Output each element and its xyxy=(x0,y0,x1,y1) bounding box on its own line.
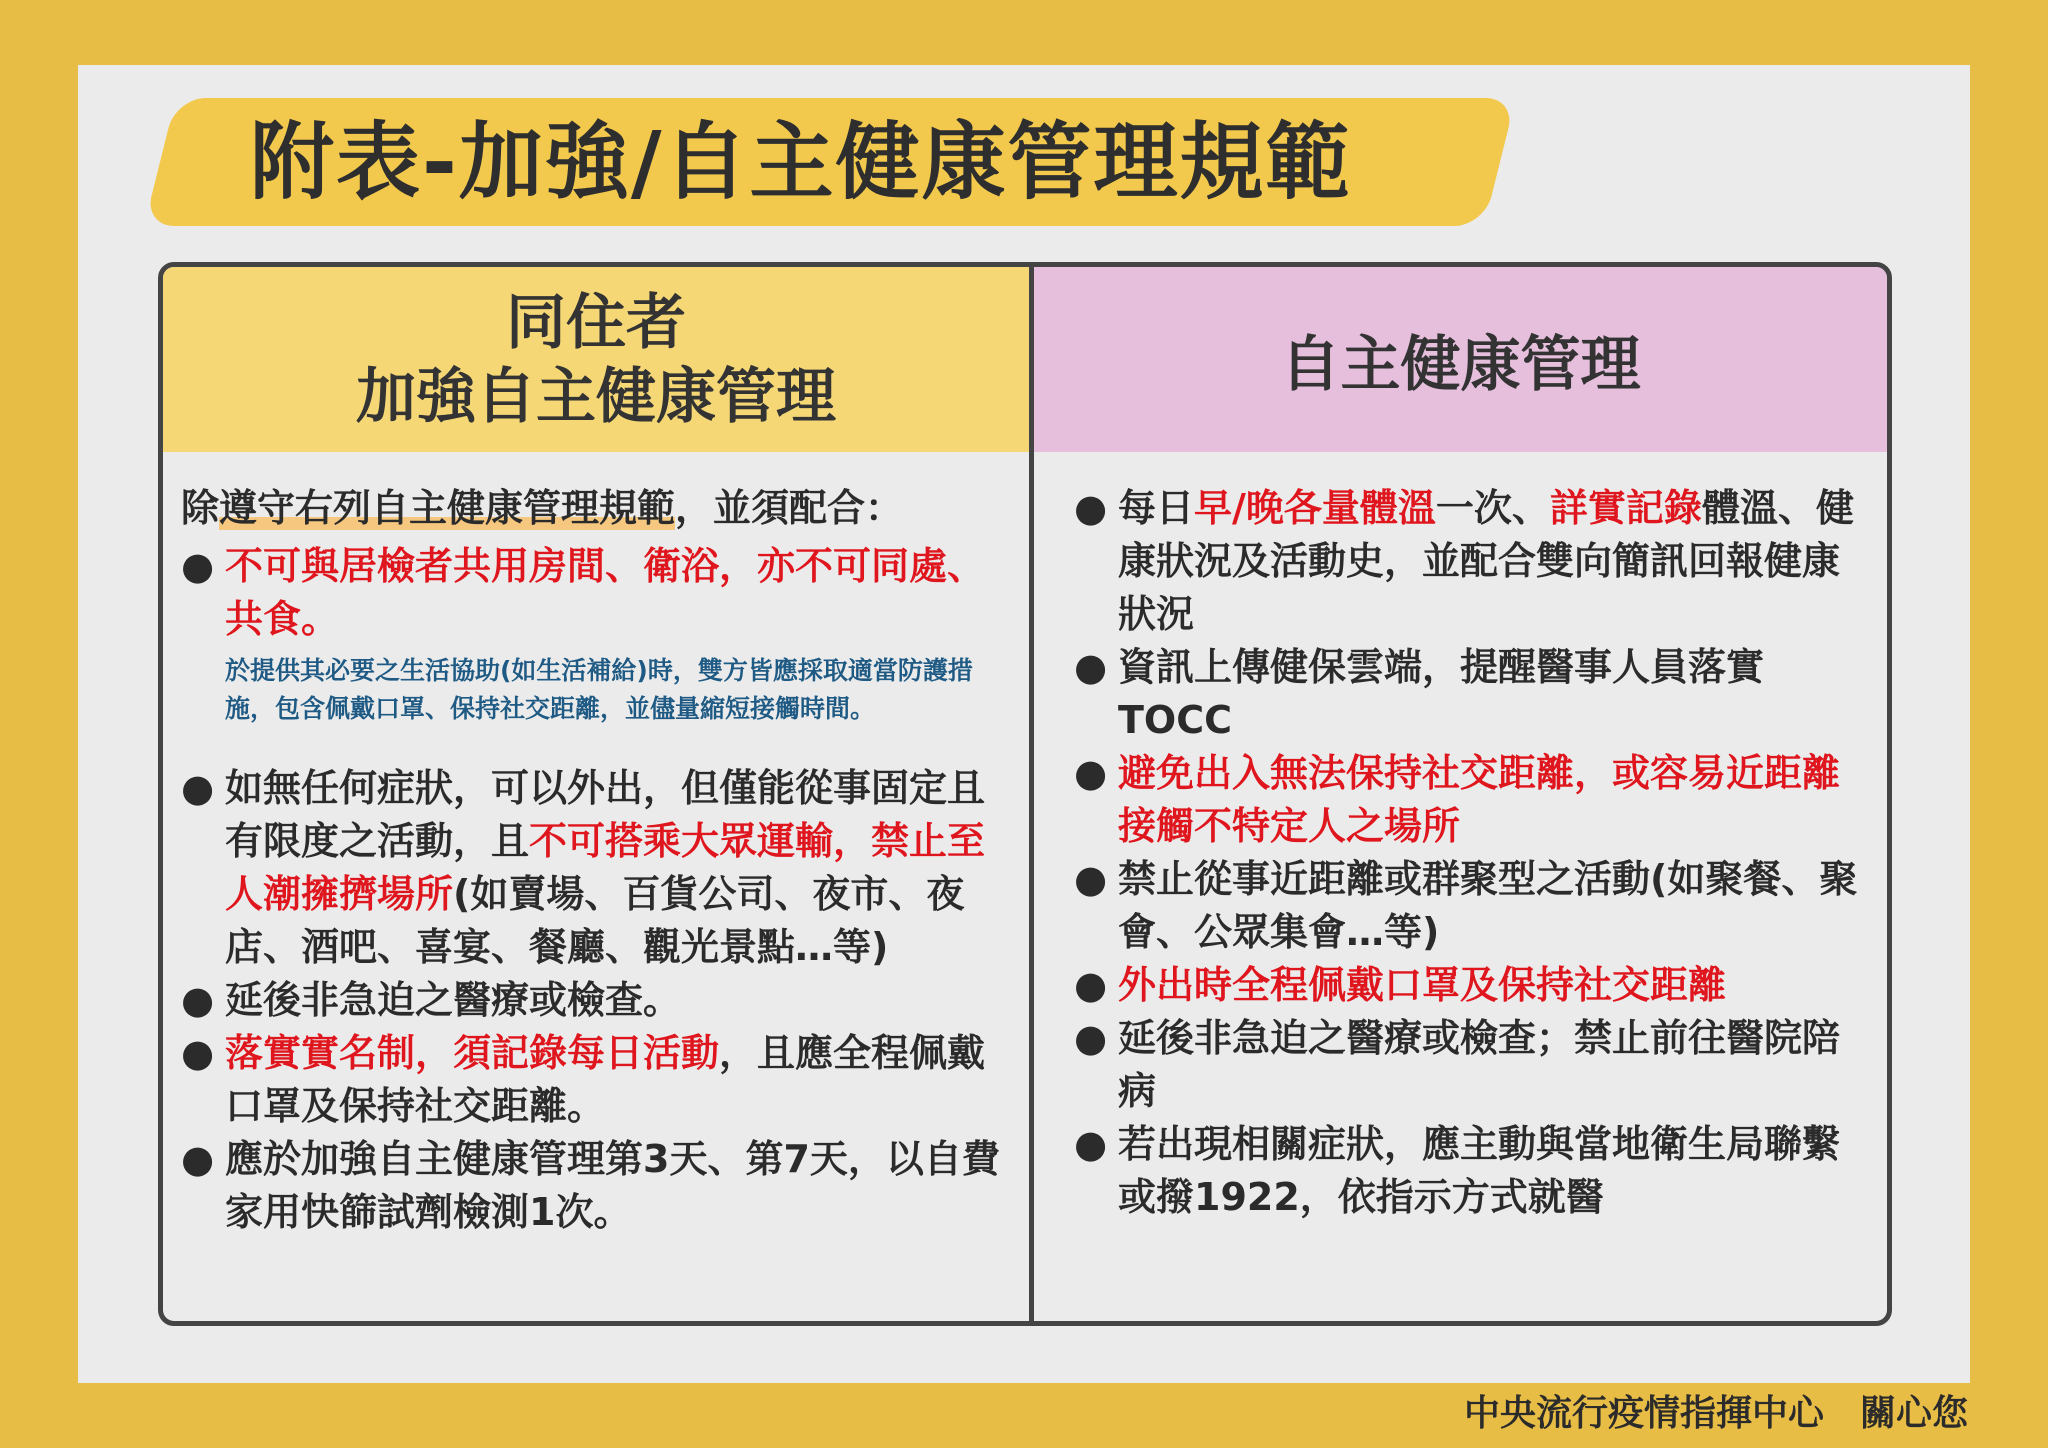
footer-credit: 中央流行疫情指揮中心 關心您 xyxy=(1463,1393,1968,1434)
self-management-header: 自主健康管理 xyxy=(1034,267,1887,452)
bullet-icon: ● xyxy=(1074,486,1108,530)
list-item xyxy=(1074,853,1867,959)
list-item xyxy=(1074,747,1867,853)
bullet-icon: ● xyxy=(181,1031,215,1075)
item-red-text: 詳實記錄 xyxy=(1549,486,1702,530)
list-item xyxy=(181,540,1019,728)
item-red-text: 早/晚各量體溫 xyxy=(1194,486,1436,530)
item-text: 資訊上傳健保雲端，提醒醫事人員落實TOCC xyxy=(1118,645,1765,742)
item-text: (如賣場、百貨公司、夜市、夜店、酒吧、喜宴、餐廳、觀光景點…等) xyxy=(225,872,965,969)
item-text: ，且應全程佩戴口罩及保持社交距離。 xyxy=(225,1031,986,1128)
bullet-icon: ● xyxy=(181,1137,215,1181)
item-text: 體溫、健康狀況及活動史，並配合雙向簡訊回報健康狀況 xyxy=(1118,486,1854,636)
list-item xyxy=(181,1027,1019,1133)
item-red-text: 不可搭乘大眾運輸，禁止至人潮擁擠場所 xyxy=(225,819,986,916)
bullet-icon: ● xyxy=(181,978,215,1022)
intro-post: ，並須配合： xyxy=(675,486,904,530)
list-item xyxy=(181,762,1019,974)
bullet-icon: ● xyxy=(181,766,215,810)
bullet-icon: ● xyxy=(1074,751,1108,795)
item-text: 若出現相關症狀，應主動與當地衛生局聯繫或撥1922，依指示方式就醫 xyxy=(1118,1122,1841,1219)
item-text: 延後非急迫之醫療或檢查；禁止前往醫院陪病 xyxy=(1118,1016,1841,1113)
list-item xyxy=(1074,482,1867,641)
list-item xyxy=(1074,1118,1867,1224)
item-text: 如無任何症狀，可以外出，但僅能從事固定且有限度之活動，且 xyxy=(225,766,986,863)
bullet-icon: ● xyxy=(1074,1122,1108,1166)
item-red-text: 落實實名制，須記錄每日活動 xyxy=(225,1031,720,1075)
list-item xyxy=(1074,1012,1867,1118)
list-item xyxy=(181,974,1019,1027)
item-text: 禁止從事近距離或群聚型之活動(如聚餐、聚會、公眾集會…等) xyxy=(1118,857,1858,954)
bullet-icon: ● xyxy=(1074,645,1108,689)
item-text: 應於加強自主健康管理第3天、第7天，以自費家用快篩試劑檢測1次。 xyxy=(225,1137,1000,1234)
list-item xyxy=(1074,959,1867,1012)
list-item xyxy=(1074,641,1867,747)
item-red-text: 避免出入無法保持社交距離，或容易近距離接觸不特定人之場所 xyxy=(1118,751,1841,848)
bullet-icon: ● xyxy=(1074,963,1108,1007)
enhanced-management-header xyxy=(163,267,1029,452)
item-red-text: 不可與居檢者共用房間、衛浴，亦不可同處、共食。 xyxy=(225,544,986,641)
list-item xyxy=(181,1133,1019,1239)
self-management-body xyxy=(1074,482,1867,1224)
self-management-column xyxy=(1034,267,1887,1321)
protective-note: 於提供其必要之生活協助(如生活補給)時，雙方皆應採取適當防護措施，包含佩戴口罩、保持社交距離，並儘量縮短接觸時間。 xyxy=(225,656,973,723)
intro-text xyxy=(181,482,1019,534)
bullet-icon: ● xyxy=(1074,857,1108,901)
item-text: 一次、 xyxy=(1435,486,1550,530)
item-red-text: 外出時全程佩戴口罩及保持社交距離 xyxy=(1118,963,1727,1007)
item-text: 每日 xyxy=(1118,486,1195,530)
page-title: 附表-加強/自主健康管理規範 xyxy=(250,113,1352,211)
bullet-icon: ● xyxy=(181,544,215,588)
bullet-icon: ● xyxy=(1074,1016,1108,1060)
header-line-2: 加強自主健康管理 xyxy=(356,361,836,432)
header-line-1: 同住者 xyxy=(506,287,686,358)
enhanced-management-column xyxy=(163,267,1029,1321)
intro-pre: 除 xyxy=(181,486,220,530)
regulation-table xyxy=(158,262,1892,1326)
enhanced-management-body xyxy=(181,482,1019,1239)
item-text: 延後非急迫之醫療或檢查。 xyxy=(225,978,682,1022)
intro-highlight: 遵守右列自主健康管理規範 xyxy=(219,486,676,530)
